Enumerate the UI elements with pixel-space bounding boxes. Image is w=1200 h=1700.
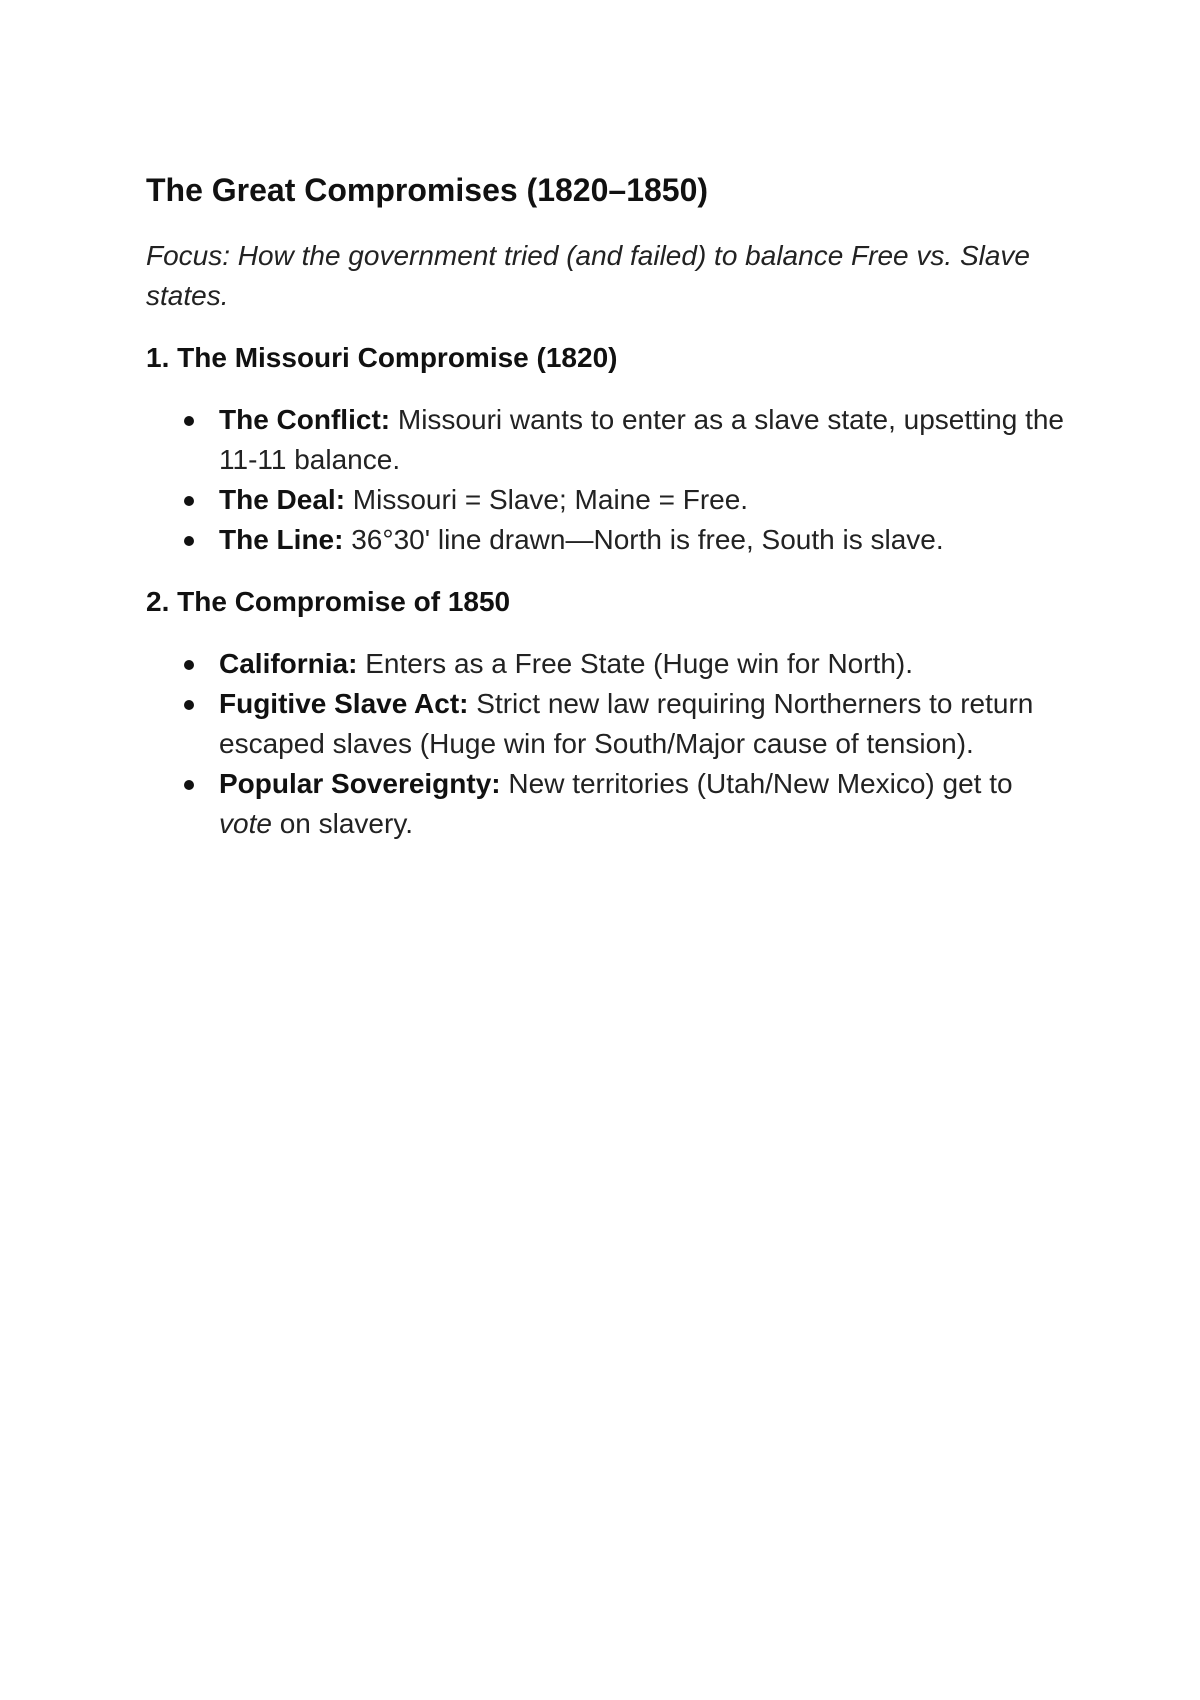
section-heading-missouri: 1. The Missouri Compromise (1820) <box>146 342 618 373</box>
item-text: 36°30' line drawn—North is free, South is slave. <box>343 524 944 555</box>
item-text: New territories (Utah/New Mexico) get to <box>500 768 1013 799</box>
focus-statement: Focus: How the government tried (and failed) to balance Free vs. Slave states. <box>146 240 1030 311</box>
item-label: Fugitive Slave Act: <box>219 688 469 719</box>
item-emphasis: vote <box>219 808 272 839</box>
bullet-icon <box>184 780 194 790</box>
bullet-icon <box>184 496 194 506</box>
bullet-icon <box>184 660 194 670</box>
item-text-after: on slavery. <box>271 808 414 839</box>
item-label: The Deal: <box>219 484 346 515</box>
bullet-icon <box>184 700 194 710</box>
document-content <box>146 170 1066 866</box>
list-item <box>146 520 1066 560</box>
page-title: The Great Compromises (1820–1850) <box>146 172 709 208</box>
list-item <box>146 480 1066 520</box>
item-text: Strict new law requiring Northerners to return escaped slaves (Huge win for South/Major cause of tension). <box>219 688 1034 759</box>
bullet-icon <box>184 416 194 426</box>
list-item <box>146 764 1066 844</box>
list-item <box>146 400 1066 480</box>
item-label: California: <box>219 648 358 679</box>
bullet-icon <box>184 536 194 546</box>
section-heading-1850: 2. The Compromise of 1850 <box>146 586 511 617</box>
list-item <box>146 684 1066 764</box>
item-text: Enters as a Free State (Huge win for North). <box>357 648 914 679</box>
item-label: The Line: <box>219 524 344 555</box>
compromise-1850-bullet-list <box>146 644 1066 844</box>
list-item <box>146 644 1066 684</box>
item-label: The Conflict: <box>219 404 391 435</box>
item-text: Missouri wants to enter as a slave state, upsetting the 11-11 balance. <box>219 404 1064 475</box>
item-label: Popular Sovereignty: <box>219 768 501 799</box>
item-text: Missouri = Slave; Maine = Free. <box>345 484 749 515</box>
missouri-bullet-list <box>146 400 1066 560</box>
